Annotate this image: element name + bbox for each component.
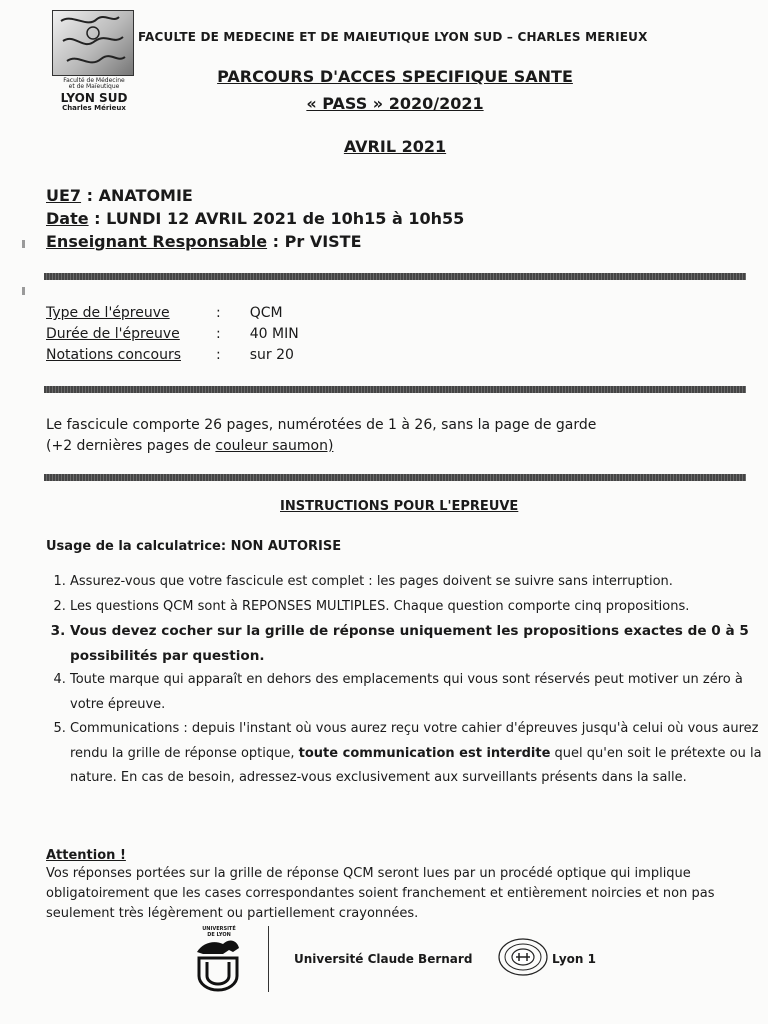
date-label: Date (46, 209, 89, 228)
exam-type-row (46, 305, 283, 321)
rule-item: 3. Vous devez cocher sur la grille de réponse uniquement les propositions exactes de 0 à 5 possibilités par question. (70, 619, 768, 668)
ue-line (46, 186, 193, 205)
logo-name: Charles Mérieux (62, 104, 126, 112)
divider-bar (44, 273, 746, 280)
logo-city: LYON SUD (60, 91, 128, 105)
exam-type-value: QCM (249, 305, 283, 321)
session-title: AVRIL 2021 (343, 137, 447, 156)
faculty-logo-text (44, 78, 144, 112)
rule-item: 2. Les questions QCM sont à REPONSES MULTIPLES. Chaque question comporte cinq propositions. (70, 595, 768, 620)
date-line (46, 209, 464, 228)
attention-title: Attention ! (46, 848, 126, 863)
ue-sep: : (81, 186, 99, 205)
logo-line1: Faculté de Médecine (63, 77, 125, 84)
exam-grading-label: Notations concours (46, 347, 181, 363)
date-sep: : (88, 209, 107, 228)
divider-bar (44, 386, 746, 393)
faculty-name: FACULTE DE MEDECINE ET DE MAIEUTIQUE LYON SUD – CHARLES MERIEUX (138, 30, 648, 44)
divider-bar (44, 474, 746, 481)
program-year: « PASS » 2020/2021 (306, 94, 484, 113)
exam-duration-row (46, 326, 299, 342)
booklet-line1: Le fascicule comporte 26 pages, numérotées de 1 à 26, sans la page de garde (46, 417, 597, 433)
booklet-line2-prefix: (+2 dernières pages de (46, 438, 216, 454)
teacher-label: Enseignant Responsable (46, 232, 268, 251)
ucb-name: Université Claude Bernard (294, 952, 473, 966)
universite-de-lyon-logo (193, 924, 243, 994)
teacher-value: Pr VISTE (284, 232, 362, 251)
teacher-sep: : (267, 232, 285, 251)
exam-duration-value: 40 MIN (249, 326, 299, 342)
teacher-line (46, 232, 362, 251)
attention-text: Vos réponses portées sur la grille de réponse QCM seront lues par un procédé optique qui implique obligatoirement que les cases correspondantes soient franchement et entièrement noircies et non pas seulement très légèrement ou partiellement crayonnées. (46, 866, 715, 921)
scan-mark (22, 287, 25, 295)
universite-de-lyon-text: UNIVERSITÉ DE LYON (202, 926, 236, 938)
logo-line2: et de Maïeutique (68, 83, 120, 90)
exam-grading-value: sur 20 (249, 347, 294, 363)
booklet-info (46, 415, 596, 457)
rules-list (46, 570, 768, 791)
ue-value: ANATOMIE (98, 186, 193, 205)
exam-grading-row (46, 347, 294, 363)
rule-item (70, 717, 768, 791)
exam-type-label: Type de l'épreuve (46, 305, 170, 321)
faculty-logo (52, 10, 134, 76)
calculator-rule: Usage de la calculatrice: NON AUTORISE (46, 539, 342, 554)
rule5-text-c: quel qu'en soit le prétexte ou la nature. En cas de besoin, adressez-vous exclusivement aux surveillants présents dans la salle. (70, 745, 762, 785)
ue-label: UE7 (46, 186, 82, 205)
footer-divider (268, 926, 269, 992)
rule5-text-bold: toute communication est interdite (298, 745, 551, 761)
ucb-seal (497, 936, 551, 978)
program-title: PARCOURS D'ACCES SPECIFIQUE SANTE (217, 67, 573, 86)
exam-grading-colon: : (216, 347, 221, 363)
ucb-lyon1: Lyon 1 (552, 952, 596, 966)
rule5-text-a: Communications : depuis l'instant où vous aurez reçu votre cahier d'épreuves jusqu'à celui où vous aurez rendu la grille de réponse optique, (70, 721, 759, 761)
rule-item: 4. Toute marque qui apparaît en dehors des emplacements qui vous sont réservés peut motiver un zéro à votre épreuve. (70, 668, 768, 717)
booklet-line2 (46, 436, 596, 457)
exam-duration-label: Durée de l'épreuve (46, 326, 180, 342)
instructions-title: INSTRUCTIONS POUR L'EPREUVE (280, 499, 519, 514)
scan-mark (22, 240, 25, 248)
date-value: LUNDI 12 AVRIL 2021 de 10h15 à 10h55 (106, 209, 465, 228)
exam-duration-colon: : (216, 326, 221, 342)
booklet-line2-color: couleur saumon) (215, 438, 334, 454)
exam-type-colon: : (216, 305, 221, 321)
logo-swirl-graphic (53, 11, 133, 75)
rule-item: 1. Assurez-vous que votre fascicule est complet : les pages doivent se suivre sans interruption. (70, 570, 768, 595)
